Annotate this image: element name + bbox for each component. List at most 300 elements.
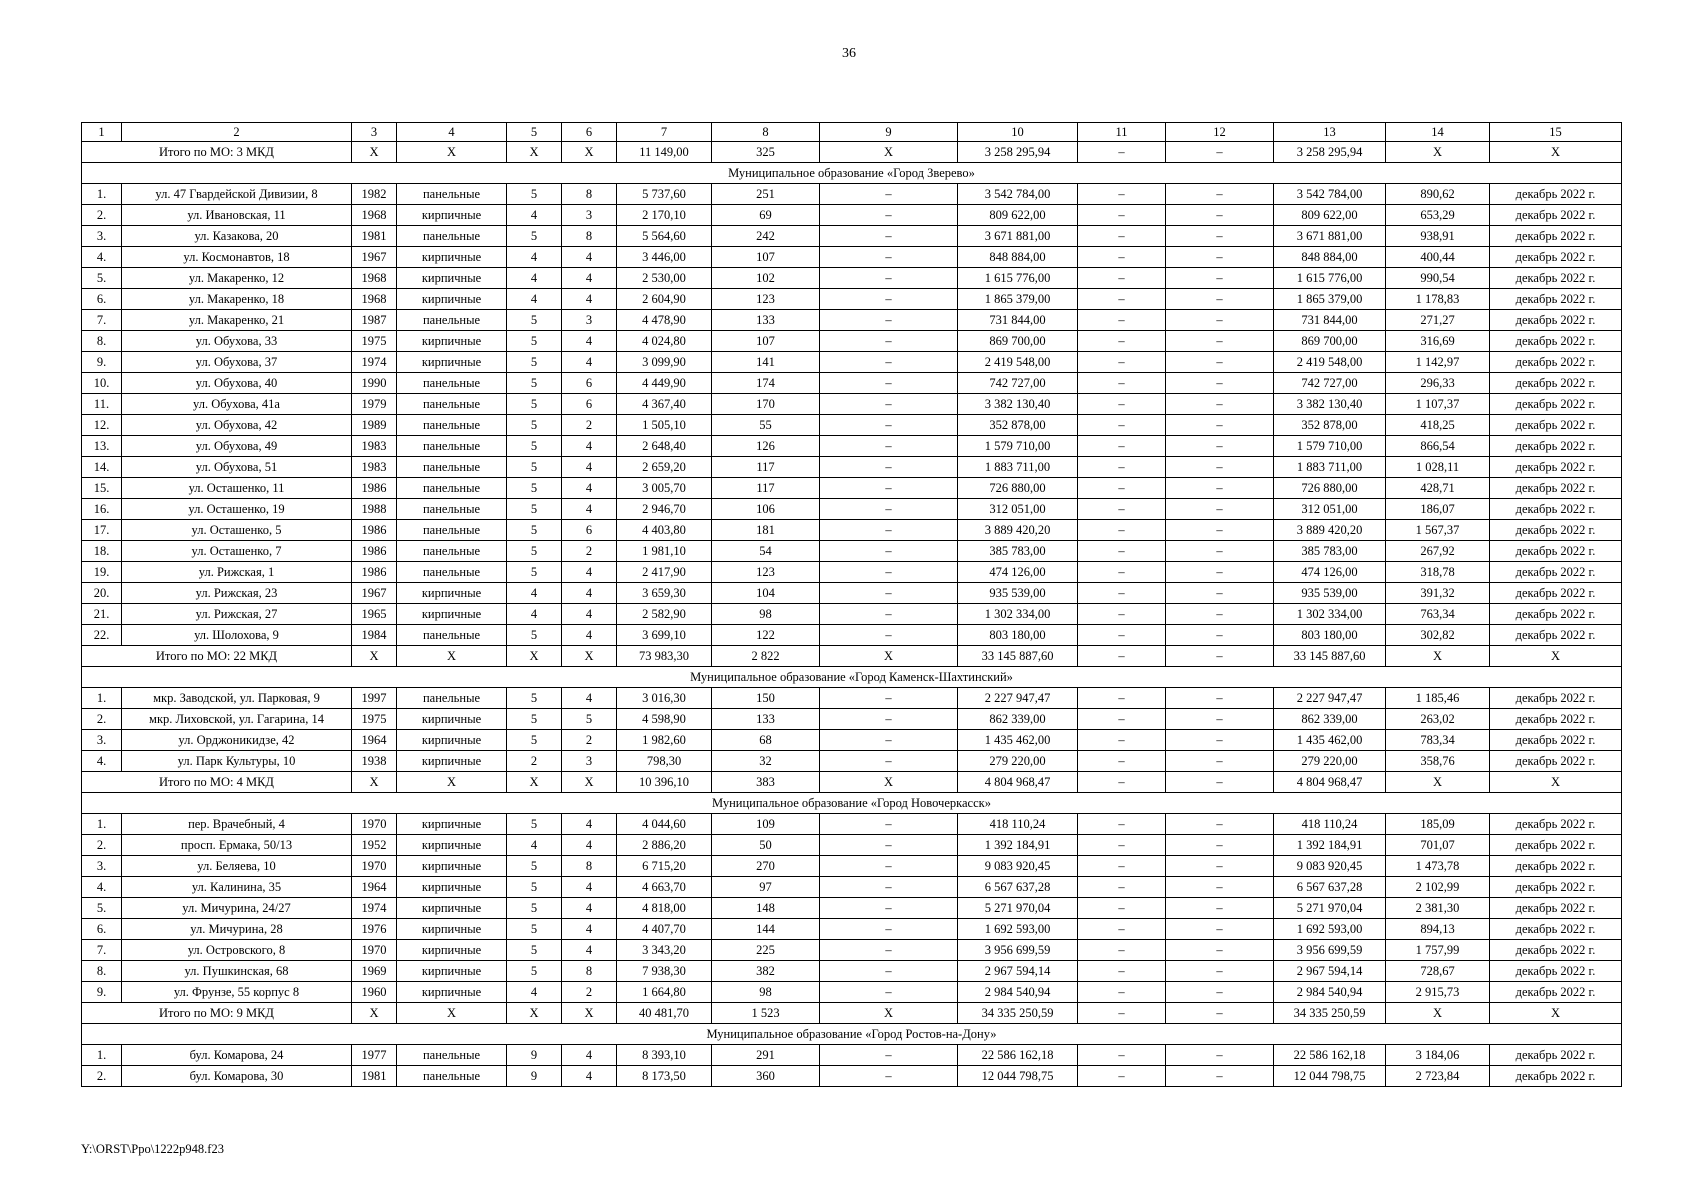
table-cell: 1979 [352,394,397,415]
total-cell: X [820,1003,958,1024]
table-cell: 3 005,70 [617,478,712,499]
table-cell: 1967 [352,247,397,268]
table-cell: – [1166,478,1274,499]
table-cell: 18. [82,541,122,562]
total-cell: – [1166,1003,1274,1024]
table-cell: 4 044,60 [617,814,712,835]
table-cell: 5 [507,688,562,709]
table-cell: 1968 [352,289,397,310]
table-cell: 4 [507,982,562,1003]
table-cell: – [820,520,958,541]
column-number-cell: 12 [1166,123,1274,142]
table-cell: 1 865 379,00 [958,289,1078,310]
table-cell: 4 [562,1066,617,1087]
table-cell: 3. [82,226,122,247]
table-cell: 4 [562,940,617,961]
table-cell: ул. Обухова, 51 [122,457,352,478]
table-row [82,835,1622,856]
table-cell: панельные [397,1045,507,1066]
table-cell: ул. Рижская, 1 [122,562,352,583]
table-cell: – [1078,730,1166,751]
table-cell: декабрь 2022 г. [1490,268,1622,289]
table-cell: 1 664,80 [617,982,712,1003]
table-cell: 4 [562,814,617,835]
table-cell: 5 [507,856,562,877]
municipality-title: Муниципальное образование «Город Ростов-на-Дону» [82,1024,1622,1045]
table-cell: 6 567 637,28 [958,877,1078,898]
table-cell: 1974 [352,352,397,373]
total-cell: X [562,1003,617,1024]
table-cell: – [1078,562,1166,583]
table-cell: панельные [397,520,507,541]
table-cell: – [1166,289,1274,310]
table-cell: 1 107,37 [1386,394,1490,415]
table-cell: 1 178,83 [1386,289,1490,310]
total-cell: 34 335 250,59 [1274,1003,1386,1024]
table-cell: 1 567,37 [1386,520,1490,541]
table-cell: панельные [397,499,507,520]
table-cell: – [1166,919,1274,940]
table-cell: – [1166,961,1274,982]
column-number-cell: 3 [352,123,397,142]
table-cell: 1. [82,688,122,709]
table-cell: 3 [562,310,617,331]
table-cell: – [820,226,958,247]
municipality-total-row [82,1003,1622,1024]
table-cell: 1969 [352,961,397,982]
table-cell: – [1166,562,1274,583]
table-cell: 391,32 [1386,583,1490,604]
table-cell: 1 757,99 [1386,940,1490,961]
table-cell: – [1166,415,1274,436]
table-cell: – [1166,499,1274,520]
table-cell: 3 542 784,00 [1274,184,1386,205]
table-cell: 4 [507,604,562,625]
total-label: Итого по МО: 4 МКД [82,772,352,793]
table-cell: 731 844,00 [1274,310,1386,331]
table-cell: 3 382 130,40 [1274,394,1386,415]
table-cell: – [1166,709,1274,730]
table-cell: – [1166,184,1274,205]
table-cell: 9 083 920,45 [958,856,1078,877]
table-cell: – [820,1066,958,1087]
table-cell: 5 [507,436,562,457]
table-cell: 174 [712,373,820,394]
table-cell: 1968 [352,205,397,226]
total-cell: X [397,142,507,163]
table-cell: – [1166,688,1274,709]
table-cell: 21. [82,604,122,625]
table-cell: – [1078,1066,1166,1087]
table-cell: – [820,247,958,268]
table-cell: 170 [712,394,820,415]
table-cell: декабрь 2022 г. [1490,457,1622,478]
table-cell: – [1166,751,1274,772]
table-cell: 3 671 881,00 [958,226,1078,247]
table-cell: 8 [562,961,617,982]
table-cell: панельные [397,457,507,478]
table-cell: – [820,268,958,289]
table-cell: 2 102,99 [1386,877,1490,898]
table-cell: ул. Рижская, 27 [122,604,352,625]
total-cell: X [352,142,397,163]
total-cell: – [1166,142,1274,163]
table-cell: 5 [507,625,562,646]
table-cell: 783,34 [1386,730,1490,751]
total-cell: – [1078,646,1166,667]
table-cell: декабрь 2022 г. [1490,1066,1622,1087]
total-label: Итого по МО: 3 МКД [82,142,352,163]
table-cell: 270 [712,856,820,877]
municipality-total-row [82,646,1622,667]
table-cell: 3. [82,730,122,751]
table-cell: 141 [712,352,820,373]
table-cell: 1 302 334,00 [958,604,1078,625]
table-cell: 5 [507,562,562,583]
total-cell: X [507,772,562,793]
table-cell: 316,69 [1386,331,1490,352]
table-cell: 2 170,10 [617,205,712,226]
table-cell: 4 [562,835,617,856]
table-cell: 1977 [352,1045,397,1066]
table-cell: декабрь 2022 г. [1490,877,1622,898]
table-cell: 5 271 970,04 [1274,898,1386,919]
table-cell: декабрь 2022 г. [1490,394,1622,415]
total-cell: – [1166,772,1274,793]
table-cell: 4 449,90 [617,373,712,394]
table-cell: – [820,814,958,835]
table-cell: – [1078,226,1166,247]
table-cell: декабрь 2022 г. [1490,331,1622,352]
table-row [82,478,1622,499]
table-cell: 6 715,20 [617,856,712,877]
table-cell: 2 967 594,14 [1274,961,1386,982]
table-cell: 4 367,40 [617,394,712,415]
table-cell: 1975 [352,709,397,730]
table-cell: – [1166,226,1274,247]
table-cell: панельные [397,541,507,562]
table-cell: 5 [507,373,562,394]
table-cell: – [1078,184,1166,205]
table-cell: 69 [712,205,820,226]
table-cell: – [1166,583,1274,604]
column-number-cell: 7 [617,123,712,142]
table-cell: 1 579 710,00 [958,436,1078,457]
total-cell: X [1386,772,1490,793]
table-cell: декабрь 2022 г. [1490,856,1622,877]
table-cell: 5 [507,709,562,730]
table-cell: 117 [712,478,820,499]
table-cell: 866,54 [1386,436,1490,457]
table-cell: 4 [562,331,617,352]
table-cell: 122 [712,625,820,646]
table-cell: 3 382 130,40 [958,394,1078,415]
table-row [82,982,1622,1003]
table-cell: 1. [82,814,122,835]
table-cell: 1988 [352,499,397,520]
table-cell: – [1166,604,1274,625]
table-cell: ул. Осташенко, 11 [122,478,352,499]
table-cell: 55 [712,415,820,436]
total-cell: 73 983,30 [617,646,712,667]
table-cell: 3 889 420,20 [958,520,1078,541]
table-cell: – [1078,919,1166,940]
table-cell: 19. [82,562,122,583]
table-cell: 418,25 [1386,415,1490,436]
column-number-cell: 10 [958,123,1078,142]
table-cell: 4 403,80 [617,520,712,541]
total-cell: X [397,772,507,793]
table-cell: декабрь 2022 г. [1490,583,1622,604]
table-cell: декабрь 2022 г. [1490,310,1622,331]
table-cell: 1967 [352,583,397,604]
table-cell: – [820,394,958,415]
table-cell: – [1166,310,1274,331]
table-cell: 862 339,00 [958,709,1078,730]
table-cell: 2 723,84 [1386,1066,1490,1087]
table-cell: кирпичные [397,961,507,982]
table-cell: 2 648,40 [617,436,712,457]
table-cell: 5 [507,730,562,751]
table-cell: – [1166,898,1274,919]
table-cell: 1 185,46 [1386,688,1490,709]
table-cell: 6 [562,394,617,415]
table-cell: – [1078,373,1166,394]
table-cell: – [820,289,958,310]
table-cell: – [1166,814,1274,835]
table-cell: – [1166,1066,1274,1087]
total-cell: X [352,646,397,667]
table-cell: 809 622,00 [958,205,1078,226]
table-cell: декабрь 2022 г. [1490,961,1622,982]
total-cell: X [1386,1003,1490,1024]
table-cell: 5 737,60 [617,184,712,205]
page-number: 36 [842,46,856,61]
column-number-cell: 8 [712,123,820,142]
table-cell: ул. Осташенко, 5 [122,520,352,541]
table-cell: 2 967 594,14 [958,961,1078,982]
table-cell: 385 783,00 [1274,541,1386,562]
total-label: Итого по МО: 9 МКД [82,1003,352,1024]
table-cell: – [1078,352,1166,373]
table-cell: – [1078,289,1166,310]
table-cell: 279 220,00 [1274,751,1386,772]
table-cell: – [820,625,958,646]
table-cell: 869 700,00 [958,331,1078,352]
column-number-cell: 6 [562,123,617,142]
table-cell: 862 339,00 [1274,709,1386,730]
table-cell: – [820,709,958,730]
table-cell: – [1078,394,1166,415]
table-row [82,877,1622,898]
table-cell: 726 880,00 [958,478,1078,499]
table-cell: панельные [397,415,507,436]
table-cell: декабрь 2022 г. [1490,436,1622,457]
table-cell: 1981 [352,1066,397,1087]
table-cell: – [1078,856,1166,877]
total-cell: X [507,142,562,163]
table-cell: 1 883 711,00 [1274,457,1386,478]
total-cell: 4 804 968,47 [1274,772,1386,793]
table-cell: 4 [562,583,617,604]
total-cell: X [507,646,562,667]
table-cell: 990,54 [1386,268,1490,289]
table-cell: панельные [397,310,507,331]
table-cell: 1 142,97 [1386,352,1490,373]
table-cell: 2 381,30 [1386,898,1490,919]
table-cell: ул. Осташенко, 19 [122,499,352,520]
table-cell: 291 [712,1045,820,1066]
table-cell: декабрь 2022 г. [1490,520,1622,541]
table-cell: 5 [507,226,562,247]
table-cell: 2 582,90 [617,604,712,625]
table-cell: – [1078,247,1166,268]
table-cell: 2. [82,1066,122,1087]
table-cell: 150 [712,688,820,709]
table-cell: – [820,541,958,562]
table-cell: панельные [397,688,507,709]
table-cell: – [820,583,958,604]
table-cell: 8 [562,226,617,247]
table-cell: 935 539,00 [958,583,1078,604]
table-cell: – [1078,688,1166,709]
table-cell: кирпичные [397,751,507,772]
table-cell: 9. [82,982,122,1003]
table-cell: 2 530,00 [617,268,712,289]
table-cell: декабрь 2022 г. [1490,1045,1622,1066]
municipality-title-row [82,163,1622,184]
table-cell: 8 173,50 [617,1066,712,1087]
table-cell: 251 [712,184,820,205]
municipality-title: Муниципальное образование «Город Новочеркасск» [82,793,1622,814]
total-cell: 11 149,00 [617,142,712,163]
table-cell: 1 392 184,91 [958,835,1078,856]
table-cell: 5 271 970,04 [958,898,1078,919]
table-row [82,373,1622,394]
table-row [82,541,1622,562]
footer-file-path: Y:\ORST\Ppo\1222p948.f23 [81,1142,224,1156]
table-cell: декабрь 2022 г. [1490,499,1622,520]
table-cell: 15. [82,478,122,499]
table-cell: 133 [712,709,820,730]
total-cell: X [397,1003,507,1024]
table-cell: панельные [397,562,507,583]
total-label: Итого по МО: 22 МКД [82,646,352,667]
table-cell: – [1078,1045,1166,1066]
table-cell: 5. [82,268,122,289]
table-cell: 5 [507,394,562,415]
table-cell: – [1166,730,1274,751]
total-cell: X [352,1003,397,1024]
table-cell: – [1166,877,1274,898]
total-cell: – [1078,1003,1166,1024]
table-cell: 1. [82,184,122,205]
table-cell: декабрь 2022 г. [1490,478,1622,499]
table-row [82,205,1622,226]
total-cell: X [1386,646,1490,667]
table-cell: – [1078,331,1166,352]
table-cell: ул. Макаренко, 18 [122,289,352,310]
table-cell: – [1078,457,1166,478]
table-row [82,730,1622,751]
table-cell: – [820,898,958,919]
table-cell: 2 [562,415,617,436]
table-row [82,1045,1622,1066]
table-row [82,331,1622,352]
table-cell: 9 [507,1045,562,1066]
table-cell: декабрь 2022 г. [1490,289,1622,310]
table-cell: ул. Пушкинская, 68 [122,961,352,982]
table-cell: 22. [82,625,122,646]
table-cell: 123 [712,562,820,583]
table-cell: 6 [562,520,617,541]
table-cell: 1 692 593,00 [958,919,1078,940]
table-cell: 5 [507,184,562,205]
table-cell: 5 [507,352,562,373]
table-cell: 5 [507,898,562,919]
table-cell: 1982 [352,184,397,205]
table-cell: 3 099,90 [617,352,712,373]
table-cell: 1 302 334,00 [1274,604,1386,625]
table-row [82,268,1622,289]
table-row [82,520,1622,541]
column-number-cell: 13 [1274,123,1386,142]
total-cell: – [1078,142,1166,163]
table-cell: 12 044 798,75 [1274,1066,1386,1087]
table-cell: 4 [562,268,617,289]
table-cell: 54 [712,541,820,562]
table-cell: – [1078,961,1166,982]
table-cell: 123 [712,289,820,310]
table-cell: 13. [82,436,122,457]
municipality-total-row [82,772,1622,793]
table-body [82,123,1622,1087]
table-cell: – [820,478,958,499]
table-cell: 1 505,10 [617,415,712,436]
table-cell: 352 878,00 [958,415,1078,436]
table-cell: 7. [82,310,122,331]
table-cell: ул. Парк Культуры, 10 [122,751,352,772]
table-cell: – [1078,709,1166,730]
table-cell: декабрь 2022 г. [1490,604,1622,625]
total-cell: X [507,1003,562,1024]
table-cell: 1 028,11 [1386,457,1490,478]
table-cell: 2. [82,709,122,730]
table-cell: 2 946,70 [617,499,712,520]
table-cell: ул. Ивановская, 11 [122,205,352,226]
total-cell: 3 258 295,94 [1274,142,1386,163]
table-cell: 809 622,00 [1274,205,1386,226]
table-cell: – [820,982,958,1003]
table-cell: 4 024,80 [617,331,712,352]
table-cell: 2 604,90 [617,289,712,310]
table-cell: – [1078,205,1166,226]
table-cell: 296,33 [1386,373,1490,394]
table-row [82,562,1622,583]
table-cell: – [820,919,958,940]
table-row [82,940,1622,961]
table-cell: декабрь 2022 г. [1490,982,1622,1003]
table-cell: 1960 [352,982,397,1003]
table-cell: – [820,1045,958,1066]
table-cell: 3 699,10 [617,625,712,646]
table-cell: декабрь 2022 г. [1490,919,1622,940]
table-cell: – [1166,835,1274,856]
table-cell: 1 692 593,00 [1274,919,1386,940]
table-cell: 1997 [352,688,397,709]
table-cell: ул. Обухова, 49 [122,436,352,457]
table-cell: 185,09 [1386,814,1490,835]
